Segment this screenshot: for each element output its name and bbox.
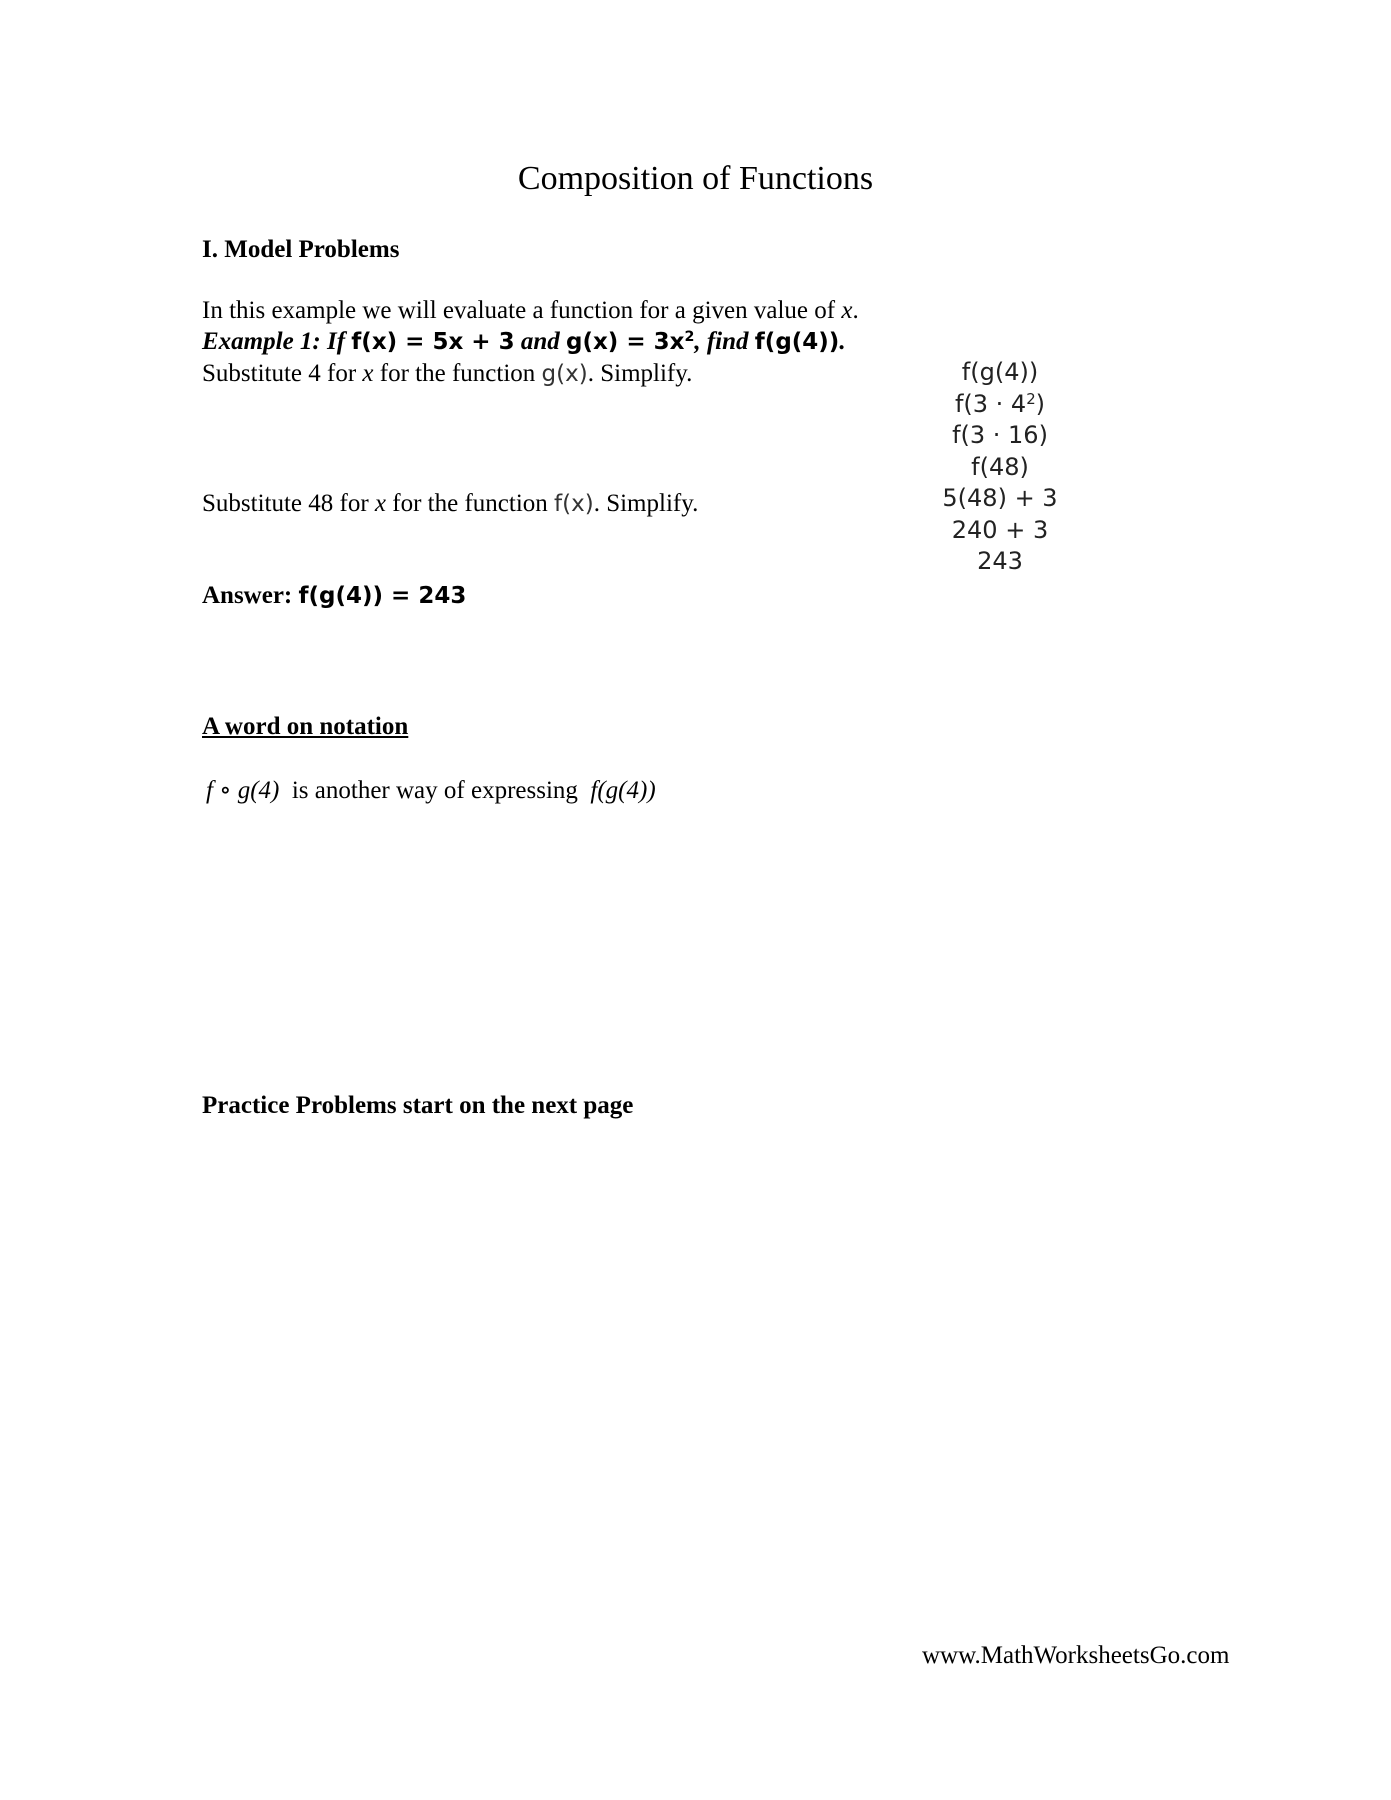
notation-text: f ∘ g(4) is another way of expressing f(g(4)) [206, 777, 656, 804]
intro-text: In this example we will evaluate a function for a given value of x. [202, 297, 859, 324]
footer-url: www.MathWorksheetsGo.com [922, 1642, 1230, 1669]
step-two-text: Substitute 48 for x for the function f(x). Simplify. [202, 490, 699, 517]
work-line: f(3 · 16) [952, 421, 1048, 449]
section-heading: I. Model Problems [202, 236, 400, 263]
notation-heading: A word on notation [202, 713, 409, 740]
example-statement: Example 1: If f(x) = 5x + 3 and $g(x) = 3x^2$, find f(g(4)). [202, 328, 846, 355]
work-line: 240 + 3 [951, 515, 1049, 544]
step-one-text: Substitute 4 for x for the function g(x). Simplify. [202, 360, 693, 387]
work-line: f(48) [971, 452, 1029, 481]
g-definition: g(x) = 3x [565, 329, 685, 355]
example-target: f(g(4)) [754, 329, 840, 355]
work-line: 243 [977, 547, 1023, 575]
answer: Answer: f(g(4)) = 243 [202, 582, 467, 609]
worked-solution [900, 357, 1100, 578]
page-title: Composition of Functions [517, 160, 874, 197]
practice-note: Practice Problems start on the next page [202, 1092, 634, 1119]
work-line: $f(3 \cdot 4^2)$ [954, 389, 1046, 418]
work-line: 5(48) + 3 [942, 484, 1058, 512]
f-definition: f(x) = 5x + 3 [351, 329, 515, 355]
work-line: f(g(4)) [961, 358, 1039, 386]
